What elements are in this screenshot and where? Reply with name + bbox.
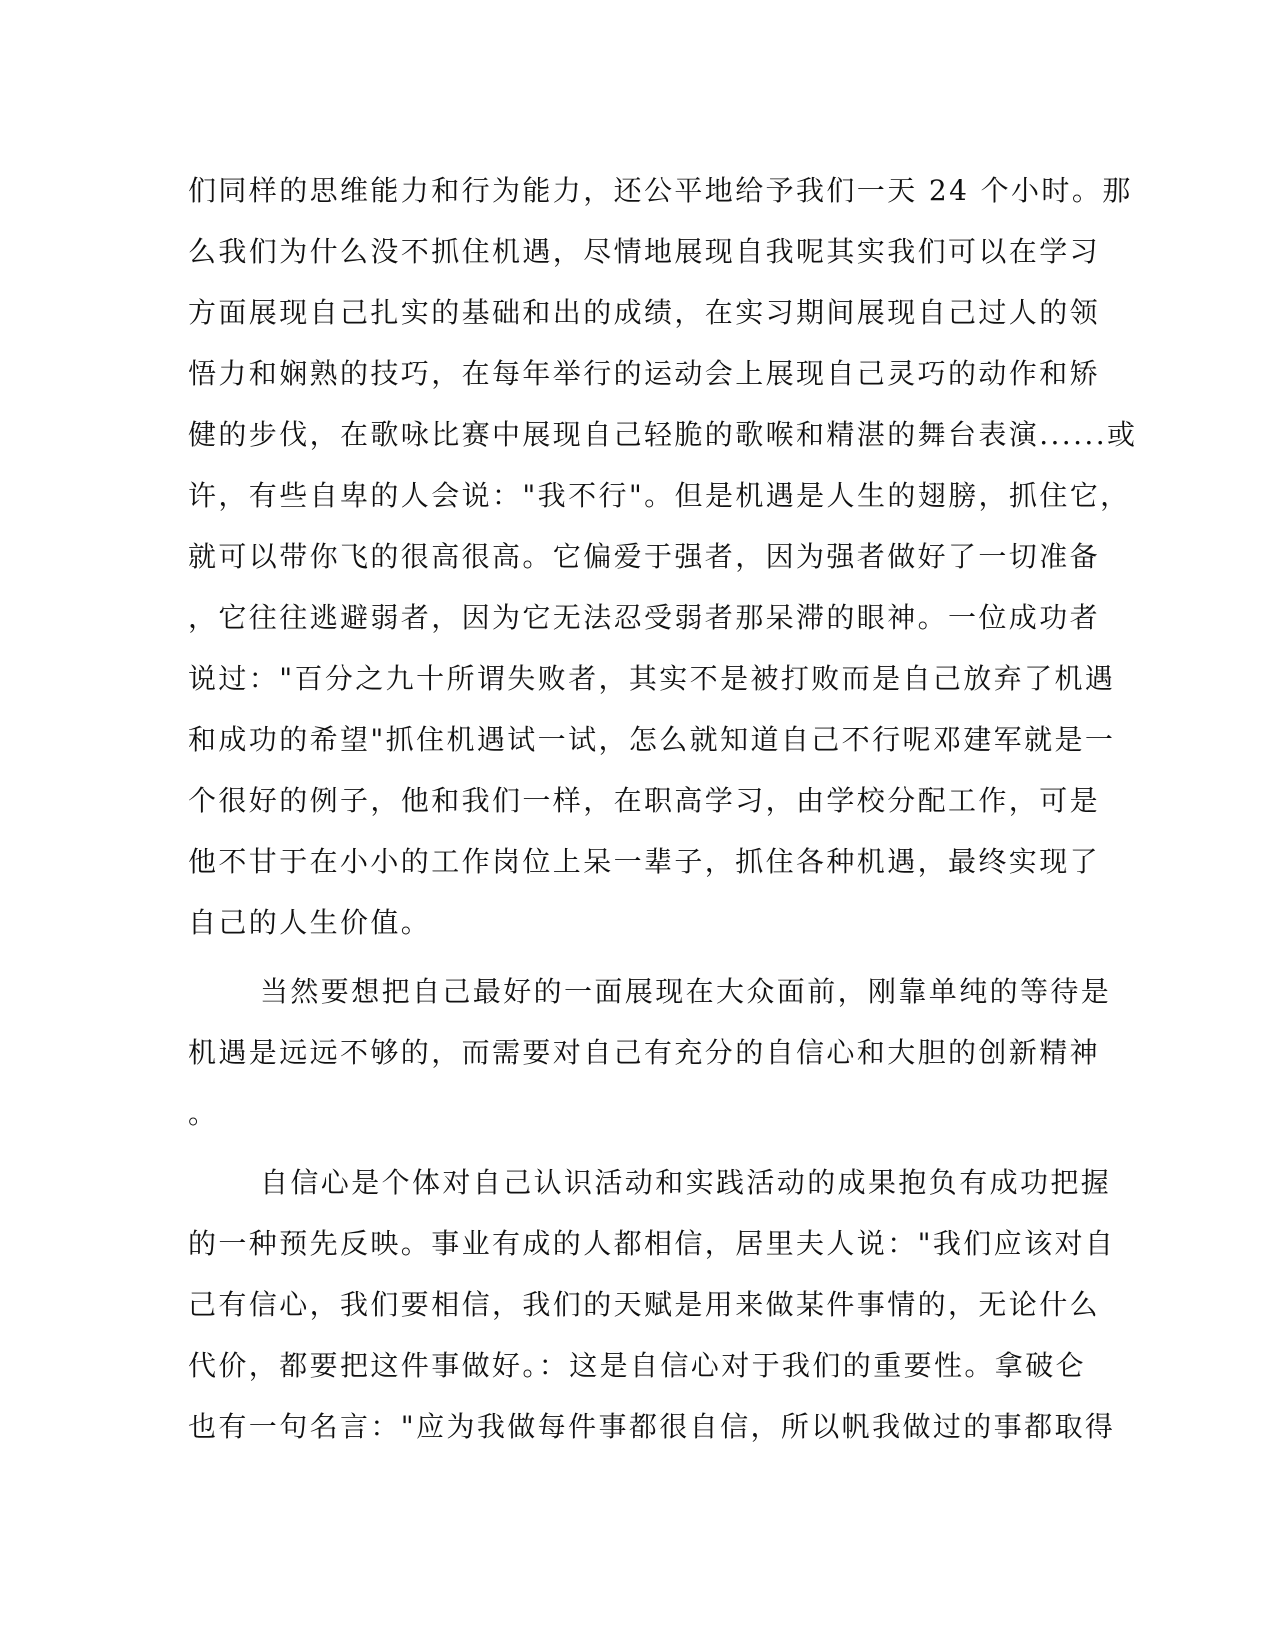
paragraph-3 <box>188 1152 1116 1457</box>
paragraph-gap <box>188 1144 1088 1152</box>
text-line: 和成功的希望"抓住机遇试一试，怎么就知道自己不行呢邓建军就是一 <box>188 723 1116 756</box>
text-line: 的一种预先反映。事业有成的人都相信，居里夫人说："我们应该对自 <box>188 1227 1116 1260</box>
text-line: 说过："百分之九十所谓失败者，其实不是被打败而是自己放弃了机遇 <box>188 662 1116 695</box>
text-line: 悟力和娴熟的技巧，在每年举行的运动会上展现自己灵巧的动作和矫 <box>188 357 1101 390</box>
text-line: 健的步伐，在歌咏比赛中展现自己轻脆的歌喉和精湛的舞台表演......或 <box>188 418 1138 451</box>
text-line: ，它往往逃避弱者，因为它无法忍受弱者那呆滞的眼神。一位成功者 <box>188 601 1101 634</box>
text-line: 们同样的思维能力和行为能力，还公平地给予我们一天 24 个小时。那 <box>188 174 1133 207</box>
text-line: 机遇是远远不够的，而需要对自己有充分的自信心和大胆的创新精神 <box>188 1036 1101 1069</box>
document-body <box>188 160 1138 1457</box>
paragraph-2 <box>188 961 1112 1144</box>
text-line: 自己的人生价值。 <box>188 906 432 939</box>
text-line: 就可以带你飞的很高很高。它偏爱于强者，因为强者做好了一切准备 <box>188 540 1101 573</box>
text-line: 。 <box>188 1097 219 1130</box>
text-line: 方面展现自己扎实的基础和出的成绩，在实习期间展现自己过人的领 <box>188 296 1101 329</box>
text-line: 自信心是个体对自己认识活动和实践活动的成果抱负有成功把握 <box>260 1166 1112 1199</box>
text-line: 许，有些自卑的人会说："我不行"。但是机遇是人生的翅膀，抓住它， <box>188 479 1131 512</box>
text-line: 当然要想把自己最好的一面展现在大众面前，刚靠单纯的等待是 <box>260 975 1112 1008</box>
paragraph-1 <box>188 160 1138 953</box>
paragraph-gap <box>188 953 1088 961</box>
text-line: 也有一句名言："应为我做每件事都很自信，所以帆我做过的事都取得 <box>188 1410 1116 1443</box>
text-line: 己有信心，我们要相信，我们的天赋是用来做某件事情的，无论什么 <box>188 1288 1101 1321</box>
text-line: 个很好的例子，他和我们一样，在职高学习，由学校分配工作，可是 <box>188 784 1101 817</box>
text-line: 么我们为什么没不抓住机遇，尽情地展现自我呢其实我们可以在学习 <box>188 235 1101 268</box>
text-line: 他不甘于在小小的工作岗位上呆一辈子，抓住各种机遇，最终实现了 <box>188 845 1101 878</box>
text-line: 代价，都要把这件事做好。：这是自信心对于我们的重要性。拿破仑 <box>188 1349 1087 1382</box>
